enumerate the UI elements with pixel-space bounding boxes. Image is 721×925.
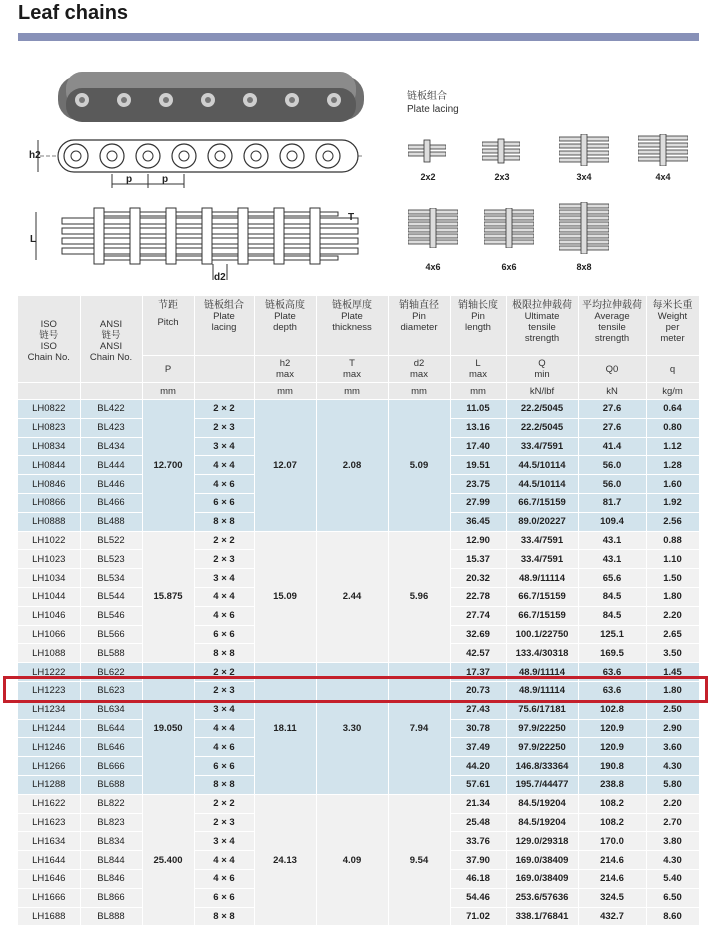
weight-value: 6.50 bbox=[646, 888, 699, 907]
weight-value: 3.80 bbox=[646, 832, 699, 851]
tensile-strength-value: 146.8/33364 bbox=[506, 757, 578, 776]
depth-value: 24.13 bbox=[254, 794, 316, 925]
lacing-caption-3x4: 3x4 bbox=[564, 172, 604, 182]
avg-tensile-value: 56.0 bbox=[578, 456, 646, 475]
header-thickness-zh: 链板厚度 bbox=[317, 300, 388, 311]
header-tensile-zh: 极限拉伸载荷 bbox=[507, 300, 578, 311]
pin-diameter-value: 5.96 bbox=[388, 531, 450, 663]
unit-depth: mm bbox=[254, 383, 316, 400]
dim-label-p1: p bbox=[126, 174, 132, 185]
ansi-chain-no: BL644 bbox=[80, 719, 142, 738]
plate-lacing-value: 2 × 3 bbox=[194, 681, 254, 700]
table-row bbox=[18, 400, 699, 419]
ansi-chain-no: BL534 bbox=[80, 569, 142, 588]
iso-chain-no: LH1266 bbox=[18, 757, 80, 776]
plate-lacing-value: 2 × 2 bbox=[194, 400, 254, 419]
lacing-2x2-figure bbox=[408, 138, 446, 164]
plate-lacing-title-en: Plate lacing bbox=[407, 103, 459, 116]
pin-length-value: 25.48 bbox=[450, 813, 506, 832]
iso-chain-no: LH1246 bbox=[18, 738, 80, 757]
sym-length: L max bbox=[450, 356, 506, 383]
thickness-value: 3.30 bbox=[316, 663, 388, 795]
pin-length-value: 27.43 bbox=[450, 700, 506, 719]
iso-chain-no: LH0834 bbox=[18, 437, 80, 456]
pin-length-value: 11.05 bbox=[450, 400, 506, 419]
tensile-strength-value: 169.0/38409 bbox=[506, 869, 578, 888]
pin-length-value: 30.78 bbox=[450, 719, 506, 738]
pin-length-value: 27.99 bbox=[450, 493, 506, 512]
iso-chain-no: LH1244 bbox=[18, 719, 80, 738]
header-tensile-en: Ultimate tensile strength bbox=[507, 311, 578, 344]
weight-value: 0.64 bbox=[646, 400, 699, 419]
iso-chain-no: LH0822 bbox=[18, 400, 80, 419]
ansi-chain-no: BL688 bbox=[80, 775, 142, 794]
weight-value: 1.45 bbox=[646, 663, 699, 682]
avg-tensile-value: 120.9 bbox=[578, 738, 646, 757]
ansi-chain-no: BL422 bbox=[80, 400, 142, 419]
lacing-caption-2x3: 2x3 bbox=[482, 172, 522, 182]
pin-length-value: 32.69 bbox=[450, 625, 506, 644]
pin-length-value: 57.61 bbox=[450, 775, 506, 794]
avg-tensile-value: 109.4 bbox=[578, 512, 646, 531]
pin-length-value: 42.57 bbox=[450, 644, 506, 663]
pin-length-value: 17.40 bbox=[450, 437, 506, 456]
lacing-caption-2x2: 2x2 bbox=[408, 172, 448, 182]
plate-lacing-value: 6 × 6 bbox=[194, 757, 254, 776]
header-pitch bbox=[142, 296, 194, 356]
weight-value: 3.50 bbox=[646, 644, 699, 663]
lacing-8x8-figure bbox=[559, 202, 609, 254]
spec-table-body bbox=[18, 400, 699, 925]
tensile-strength-value: 48.9/11114 bbox=[506, 681, 578, 700]
plate-lacing-value: 3 × 4 bbox=[194, 700, 254, 719]
iso-chain-no: LH1023 bbox=[18, 550, 80, 569]
iso-chain-no: LH0823 bbox=[18, 418, 80, 437]
header-lacing-en: Plate lacing bbox=[195, 311, 254, 333]
pin-diameter-value: 7.94 bbox=[388, 663, 450, 795]
header-pitch-en: Pitch bbox=[143, 317, 194, 328]
avg-tensile-value: 108.2 bbox=[578, 813, 646, 832]
weight-value: 1.60 bbox=[646, 475, 699, 494]
weight-value: 1.80 bbox=[646, 587, 699, 606]
sym-tensile: Q min bbox=[506, 356, 578, 383]
ansi-chain-no: BL588 bbox=[80, 644, 142, 663]
tensile-strength-value: 89.0/20227 bbox=[506, 512, 578, 531]
header-pitch-zh: 节距 bbox=[143, 300, 194, 311]
avg-tensile-value: 27.6 bbox=[578, 400, 646, 419]
header-thickness bbox=[316, 296, 388, 356]
tensile-strength-value: 133.4/30318 bbox=[506, 644, 578, 663]
ansi-chain-no: BL866 bbox=[80, 888, 142, 907]
lacing-6x6-figure bbox=[484, 208, 534, 248]
iso-chain-no: LH1088 bbox=[18, 644, 80, 663]
ansi-chain-no: BL546 bbox=[80, 606, 142, 625]
weight-value: 1.28 bbox=[646, 456, 699, 475]
ansi-chain-no: BL666 bbox=[80, 757, 142, 776]
unit-avg: kN bbox=[578, 383, 646, 400]
weight-value: 2.56 bbox=[646, 512, 699, 531]
header-length-en: Pin length bbox=[451, 311, 506, 333]
tensile-strength-value: 84.5/19204 bbox=[506, 813, 578, 832]
header-thickness-en: Plate thickness bbox=[317, 311, 388, 333]
pin-length-value: 33.76 bbox=[450, 832, 506, 851]
lacing-2x3-figure bbox=[482, 138, 520, 164]
tensile-strength-value: 48.9/11114 bbox=[506, 663, 578, 682]
ansi-chain-no: BL823 bbox=[80, 813, 142, 832]
header-ansi bbox=[80, 296, 142, 383]
weight-value: 2.20 bbox=[646, 606, 699, 625]
iso-chain-no: LH0846 bbox=[18, 475, 80, 494]
plate-lacing-value: 2 × 2 bbox=[194, 531, 254, 550]
sym-depth: h2 max bbox=[254, 356, 316, 383]
plate-lacing-value: 2 × 2 bbox=[194, 794, 254, 813]
dim-label-T: T bbox=[348, 212, 354, 223]
plate-lacing-value: 4 × 4 bbox=[194, 719, 254, 738]
thickness-value: 4.09 bbox=[316, 794, 388, 925]
avg-tensile-value: 63.6 bbox=[578, 663, 646, 682]
ansi-chain-no: BL446 bbox=[80, 475, 142, 494]
lacing-caption-6x6: 6x6 bbox=[489, 262, 529, 272]
tensile-strength-value: 129.0/29318 bbox=[506, 832, 578, 851]
iso-chain-no: LH1688 bbox=[18, 907, 80, 925]
table-row bbox=[18, 794, 699, 813]
thickness-value: 2.08 bbox=[316, 400, 388, 532]
ansi-chain-no: BL634 bbox=[80, 700, 142, 719]
weight-value: 4.30 bbox=[646, 757, 699, 776]
tensile-strength-value: 75.6/17181 bbox=[506, 700, 578, 719]
iso-chain-no: LH1666 bbox=[18, 888, 80, 907]
unit-thickness: mm bbox=[316, 383, 388, 400]
plate-lacing-value: 2 × 2 bbox=[194, 663, 254, 682]
avg-tensile-value: 214.6 bbox=[578, 851, 646, 870]
page-title: Leaf chains bbox=[18, 2, 128, 25]
table-row bbox=[18, 531, 699, 550]
sym-lacing bbox=[194, 356, 254, 383]
tensile-strength-value: 66.7/15159 bbox=[506, 587, 578, 606]
weight-value: 4.30 bbox=[646, 851, 699, 870]
pin-length-value: 54.46 bbox=[450, 888, 506, 907]
weight-value: 1.50 bbox=[646, 569, 699, 588]
header-lacing-zh: 链板组合 bbox=[195, 300, 254, 311]
avg-tensile-value: 120.9 bbox=[578, 719, 646, 738]
pin-length-value: 36.45 bbox=[450, 512, 506, 531]
plate-lacing-value: 3 × 4 bbox=[194, 569, 254, 588]
sym-pin: d2 max bbox=[388, 356, 450, 383]
thickness-value: 2.44 bbox=[316, 531, 388, 663]
sym-pitch: P bbox=[142, 356, 194, 383]
plate-lacing-value: 8 × 8 bbox=[194, 907, 254, 925]
depth-value: 12.07 bbox=[254, 400, 316, 532]
ansi-chain-no: BL566 bbox=[80, 625, 142, 644]
lacing-4x4-figure bbox=[638, 134, 688, 166]
unit-tensile: kN/lbf bbox=[506, 383, 578, 400]
pin-length-value: 20.32 bbox=[450, 569, 506, 588]
ansi-chain-no: BL834 bbox=[80, 832, 142, 851]
weight-value: 2.50 bbox=[646, 700, 699, 719]
plate-lacing-value: 4 × 6 bbox=[194, 738, 254, 757]
iso-chain-no: LH1623 bbox=[18, 813, 80, 832]
header-iso-zh: ISO 链号 bbox=[18, 319, 80, 341]
top-view-diagram bbox=[28, 202, 368, 284]
ansi-chain-no: BL544 bbox=[80, 587, 142, 606]
tensile-strength-value: 84.5/19204 bbox=[506, 794, 578, 813]
avg-tensile-value: 63.6 bbox=[578, 681, 646, 700]
tensile-strength-value: 33.4/7591 bbox=[506, 531, 578, 550]
header-pin-zh: 销轴直径 bbox=[389, 300, 450, 311]
plate-lacing-value: 4 × 6 bbox=[194, 606, 254, 625]
tensile-strength-value: 66.7/15159 bbox=[506, 493, 578, 512]
iso-chain-no: LH0888 bbox=[18, 512, 80, 531]
dim-label-L: L bbox=[30, 234, 36, 245]
unit-iso bbox=[18, 383, 80, 400]
avg-tensile-value: 81.7 bbox=[578, 493, 646, 512]
tensile-strength-value: 66.7/15159 bbox=[506, 606, 578, 625]
avg-tensile-value: 324.5 bbox=[578, 888, 646, 907]
header-ansi-en: ANSI Chain No. bbox=[81, 341, 142, 363]
header-lacing bbox=[194, 296, 254, 356]
lacing-4x6-figure bbox=[408, 208, 458, 248]
header-weight-en: Weight per meter bbox=[647, 311, 699, 344]
plate-lacing-value: 4 × 4 bbox=[194, 587, 254, 606]
ansi-chain-no: BL488 bbox=[80, 512, 142, 531]
avg-tensile-value: 432.7 bbox=[578, 907, 646, 925]
ansi-chain-no: BL622 bbox=[80, 663, 142, 682]
unit-lacing bbox=[194, 383, 254, 400]
header-pin-length bbox=[450, 296, 506, 356]
tensile-strength-value: 33.4/7591 bbox=[506, 550, 578, 569]
pin-length-value: 37.49 bbox=[450, 738, 506, 757]
highlighted-row-frame bbox=[3, 676, 708, 703]
lacing-caption-4x6: 4x6 bbox=[413, 262, 453, 272]
avg-tensile-value: 84.5 bbox=[578, 587, 646, 606]
avg-tensile-value: 43.1 bbox=[578, 531, 646, 550]
unit-weight: kg/m bbox=[646, 383, 699, 400]
plate-lacing-value: 4 × 4 bbox=[194, 851, 254, 870]
weight-value: 2.90 bbox=[646, 719, 699, 738]
header-ansi-zh: ANSI 链号 bbox=[81, 319, 142, 341]
depth-value: 15.09 bbox=[254, 531, 316, 663]
tensile-strength-value: 169.0/38409 bbox=[506, 851, 578, 870]
iso-chain-no: LH1022 bbox=[18, 531, 80, 550]
weight-value: 3.60 bbox=[646, 738, 699, 757]
plate-lacing-value: 4 × 6 bbox=[194, 475, 254, 494]
iso-chain-no: LH1644 bbox=[18, 851, 80, 870]
tensile-strength-value: 97.9/22250 bbox=[506, 719, 578, 738]
side-view-diagram bbox=[28, 128, 368, 194]
plate-lacing-value: 6 × 6 bbox=[194, 888, 254, 907]
plate-lacing-value: 2 × 3 bbox=[194, 418, 254, 437]
tensile-strength-value: 22.2/5045 bbox=[506, 400, 578, 419]
plate-lacing-value: 3 × 4 bbox=[194, 832, 254, 851]
plate-lacing-value: 8 × 8 bbox=[194, 512, 254, 531]
plate-lacing-value: 3 × 4 bbox=[194, 437, 254, 456]
weight-value: 5.80 bbox=[646, 775, 699, 794]
pitch-value: 19.050 bbox=[142, 663, 194, 795]
tensile-strength-value: 338.1/76841 bbox=[506, 907, 578, 925]
plate-lacing-title bbox=[407, 90, 459, 116]
tensile-strength-value: 97.9/22250 bbox=[506, 738, 578, 757]
dim-label-d2: d2 bbox=[214, 272, 226, 283]
avg-tensile-value: 27.6 bbox=[578, 418, 646, 437]
pin-length-value: 17.37 bbox=[450, 663, 506, 682]
weight-value: 2.70 bbox=[646, 813, 699, 832]
weight-value: 1.92 bbox=[646, 493, 699, 512]
lacing-3x4-figure bbox=[559, 134, 609, 166]
avg-tensile-value: 238.8 bbox=[578, 775, 646, 794]
iso-chain-no: LH1634 bbox=[18, 832, 80, 851]
pitch-value: 15.875 bbox=[142, 531, 194, 663]
ansi-chain-no: BL523 bbox=[80, 550, 142, 569]
iso-chain-no: LH1646 bbox=[18, 869, 80, 888]
ansi-chain-no: BL846 bbox=[80, 869, 142, 888]
tensile-strength-value: 33.4/7591 bbox=[506, 437, 578, 456]
tensile-strength-value: 48.9/11114 bbox=[506, 569, 578, 588]
plate-lacing-title-zh: 链板组合 bbox=[407, 90, 459, 103]
header-weight-zh: 每米长重 bbox=[647, 300, 699, 311]
header-depth-en: Plate depth bbox=[255, 311, 316, 333]
pin-length-value: 13.16 bbox=[450, 418, 506, 437]
sym-avg: Q0 bbox=[578, 356, 646, 383]
iso-chain-no: LH1046 bbox=[18, 606, 80, 625]
unit-pin: mm bbox=[388, 383, 450, 400]
iso-chain-no: LH0844 bbox=[18, 456, 80, 475]
avg-tensile-value: 43.1 bbox=[578, 550, 646, 569]
pin-length-value: 15.37 bbox=[450, 550, 506, 569]
header-depth bbox=[254, 296, 316, 356]
avg-tensile-value: 41.4 bbox=[578, 437, 646, 456]
header-depth-zh: 链板高度 bbox=[255, 300, 316, 311]
tensile-strength-value: 195.7/44477 bbox=[506, 775, 578, 794]
iso-chain-no: LH1066 bbox=[18, 625, 80, 644]
lacing-caption-4x4: 4x4 bbox=[643, 172, 683, 182]
leaf-chain-spec-table bbox=[18, 296, 700, 925]
unit-length: mm bbox=[450, 383, 506, 400]
weight-value: 2.65 bbox=[646, 625, 699, 644]
tensile-strength-value: 100.1/22750 bbox=[506, 625, 578, 644]
unit-pitch: mm bbox=[142, 383, 194, 400]
header-avg-tensile bbox=[578, 296, 646, 356]
ansi-chain-no: BL623 bbox=[80, 681, 142, 700]
ansi-chain-no: BL888 bbox=[80, 907, 142, 925]
plate-lacing-value: 6 × 6 bbox=[194, 493, 254, 512]
iso-chain-no: LH1034 bbox=[18, 569, 80, 588]
plate-lacing-value: 8 × 8 bbox=[194, 644, 254, 663]
ansi-chain-no: BL466 bbox=[80, 493, 142, 512]
avg-tensile-value: 190.8 bbox=[578, 757, 646, 776]
depth-value: 18.11 bbox=[254, 663, 316, 795]
ansi-chain-no: BL646 bbox=[80, 738, 142, 757]
iso-chain-no: LH1622 bbox=[18, 794, 80, 813]
pin-diameter-value: 5.09 bbox=[388, 400, 450, 532]
header-iso-en: ISO Chain No. bbox=[18, 341, 80, 363]
unit-ansi bbox=[80, 383, 142, 400]
avg-tensile-value: 169.5 bbox=[578, 644, 646, 663]
tensile-strength-value: 253.6/57636 bbox=[506, 888, 578, 907]
pin-length-value: 23.75 bbox=[450, 475, 506, 494]
weight-value: 8.60 bbox=[646, 907, 699, 925]
plate-lacing-value: 2 × 3 bbox=[194, 550, 254, 569]
iso-chain-no: LH1044 bbox=[18, 587, 80, 606]
title-divider bbox=[18, 33, 699, 41]
header-pin-en: Pin diameter bbox=[389, 311, 450, 333]
pin-length-value: 12.90 bbox=[450, 531, 506, 550]
pin-length-value: 71.02 bbox=[450, 907, 506, 925]
leaf-chain-photo bbox=[52, 70, 370, 126]
header-tensile bbox=[506, 296, 578, 356]
ansi-chain-no: BL522 bbox=[80, 531, 142, 550]
weight-value: 2.20 bbox=[646, 794, 699, 813]
pin-length-value: 20.73 bbox=[450, 681, 506, 700]
sym-weight: q bbox=[646, 356, 699, 383]
avg-tensile-value: 65.6 bbox=[578, 569, 646, 588]
avg-tensile-value: 84.5 bbox=[578, 606, 646, 625]
pin-length-value: 44.20 bbox=[450, 757, 506, 776]
tensile-strength-value: 44.5/10114 bbox=[506, 456, 578, 475]
avg-tensile-value: 214.6 bbox=[578, 869, 646, 888]
pitch-value: 12.700 bbox=[142, 400, 194, 532]
pin-length-value: 22.78 bbox=[450, 587, 506, 606]
lacing-caption-8x8: 8x8 bbox=[564, 262, 604, 272]
dim-label-h2: h2 bbox=[29, 150, 41, 161]
iso-chain-no: LH1222 bbox=[18, 663, 80, 682]
avg-tensile-value: 125.1 bbox=[578, 625, 646, 644]
pin-length-value: 46.18 bbox=[450, 869, 506, 888]
weight-value: 5.40 bbox=[646, 869, 699, 888]
iso-chain-no: LH0866 bbox=[18, 493, 80, 512]
ansi-chain-no: BL444 bbox=[80, 456, 142, 475]
ansi-chain-no: BL423 bbox=[80, 418, 142, 437]
iso-chain-no: LH1234 bbox=[18, 700, 80, 719]
ansi-chain-no: BL434 bbox=[80, 437, 142, 456]
tensile-strength-value: 22.2/5045 bbox=[506, 418, 578, 437]
pin-length-value: 27.74 bbox=[450, 606, 506, 625]
dim-label-p2: p bbox=[162, 174, 168, 185]
plate-lacing-value: 4 × 6 bbox=[194, 869, 254, 888]
avg-tensile-value: 170.0 bbox=[578, 832, 646, 851]
avg-tensile-value: 102.8 bbox=[578, 700, 646, 719]
plate-lacing-value: 8 × 8 bbox=[194, 775, 254, 794]
tensile-strength-value: 44.5/10114 bbox=[506, 475, 578, 494]
ansi-chain-no: BL844 bbox=[80, 851, 142, 870]
header-avg-zh: 平均拉伸载荷 bbox=[579, 300, 646, 311]
avg-tensile-value: 56.0 bbox=[578, 475, 646, 494]
weight-value: 1.10 bbox=[646, 550, 699, 569]
header-pin-diameter bbox=[388, 296, 450, 356]
pin-diameter-value: 9.54 bbox=[388, 794, 450, 925]
iso-chain-no: LH1223 bbox=[18, 681, 80, 700]
plate-lacing-value: 4 × 4 bbox=[194, 456, 254, 475]
sym-thickness: T max bbox=[316, 356, 388, 383]
plate-lacing-value: 2 × 3 bbox=[194, 813, 254, 832]
pitch-value: 25.400 bbox=[142, 794, 194, 925]
weight-value: 0.88 bbox=[646, 531, 699, 550]
header-iso bbox=[18, 296, 80, 383]
header-length-zh: 销轴长度 bbox=[451, 300, 506, 311]
header-avg-en: Average tensile strength bbox=[579, 311, 646, 344]
pin-length-value: 21.34 bbox=[450, 794, 506, 813]
weight-value: 1.80 bbox=[646, 681, 699, 700]
weight-value: 0.80 bbox=[646, 418, 699, 437]
plate-lacing-value: 6 × 6 bbox=[194, 625, 254, 644]
pin-length-value: 19.51 bbox=[450, 456, 506, 475]
weight-value: 1.12 bbox=[646, 437, 699, 456]
pin-length-value: 37.90 bbox=[450, 851, 506, 870]
header-weight bbox=[646, 296, 699, 356]
iso-chain-no: LH1288 bbox=[18, 775, 80, 794]
avg-tensile-value: 108.2 bbox=[578, 794, 646, 813]
ansi-chain-no: BL822 bbox=[80, 794, 142, 813]
